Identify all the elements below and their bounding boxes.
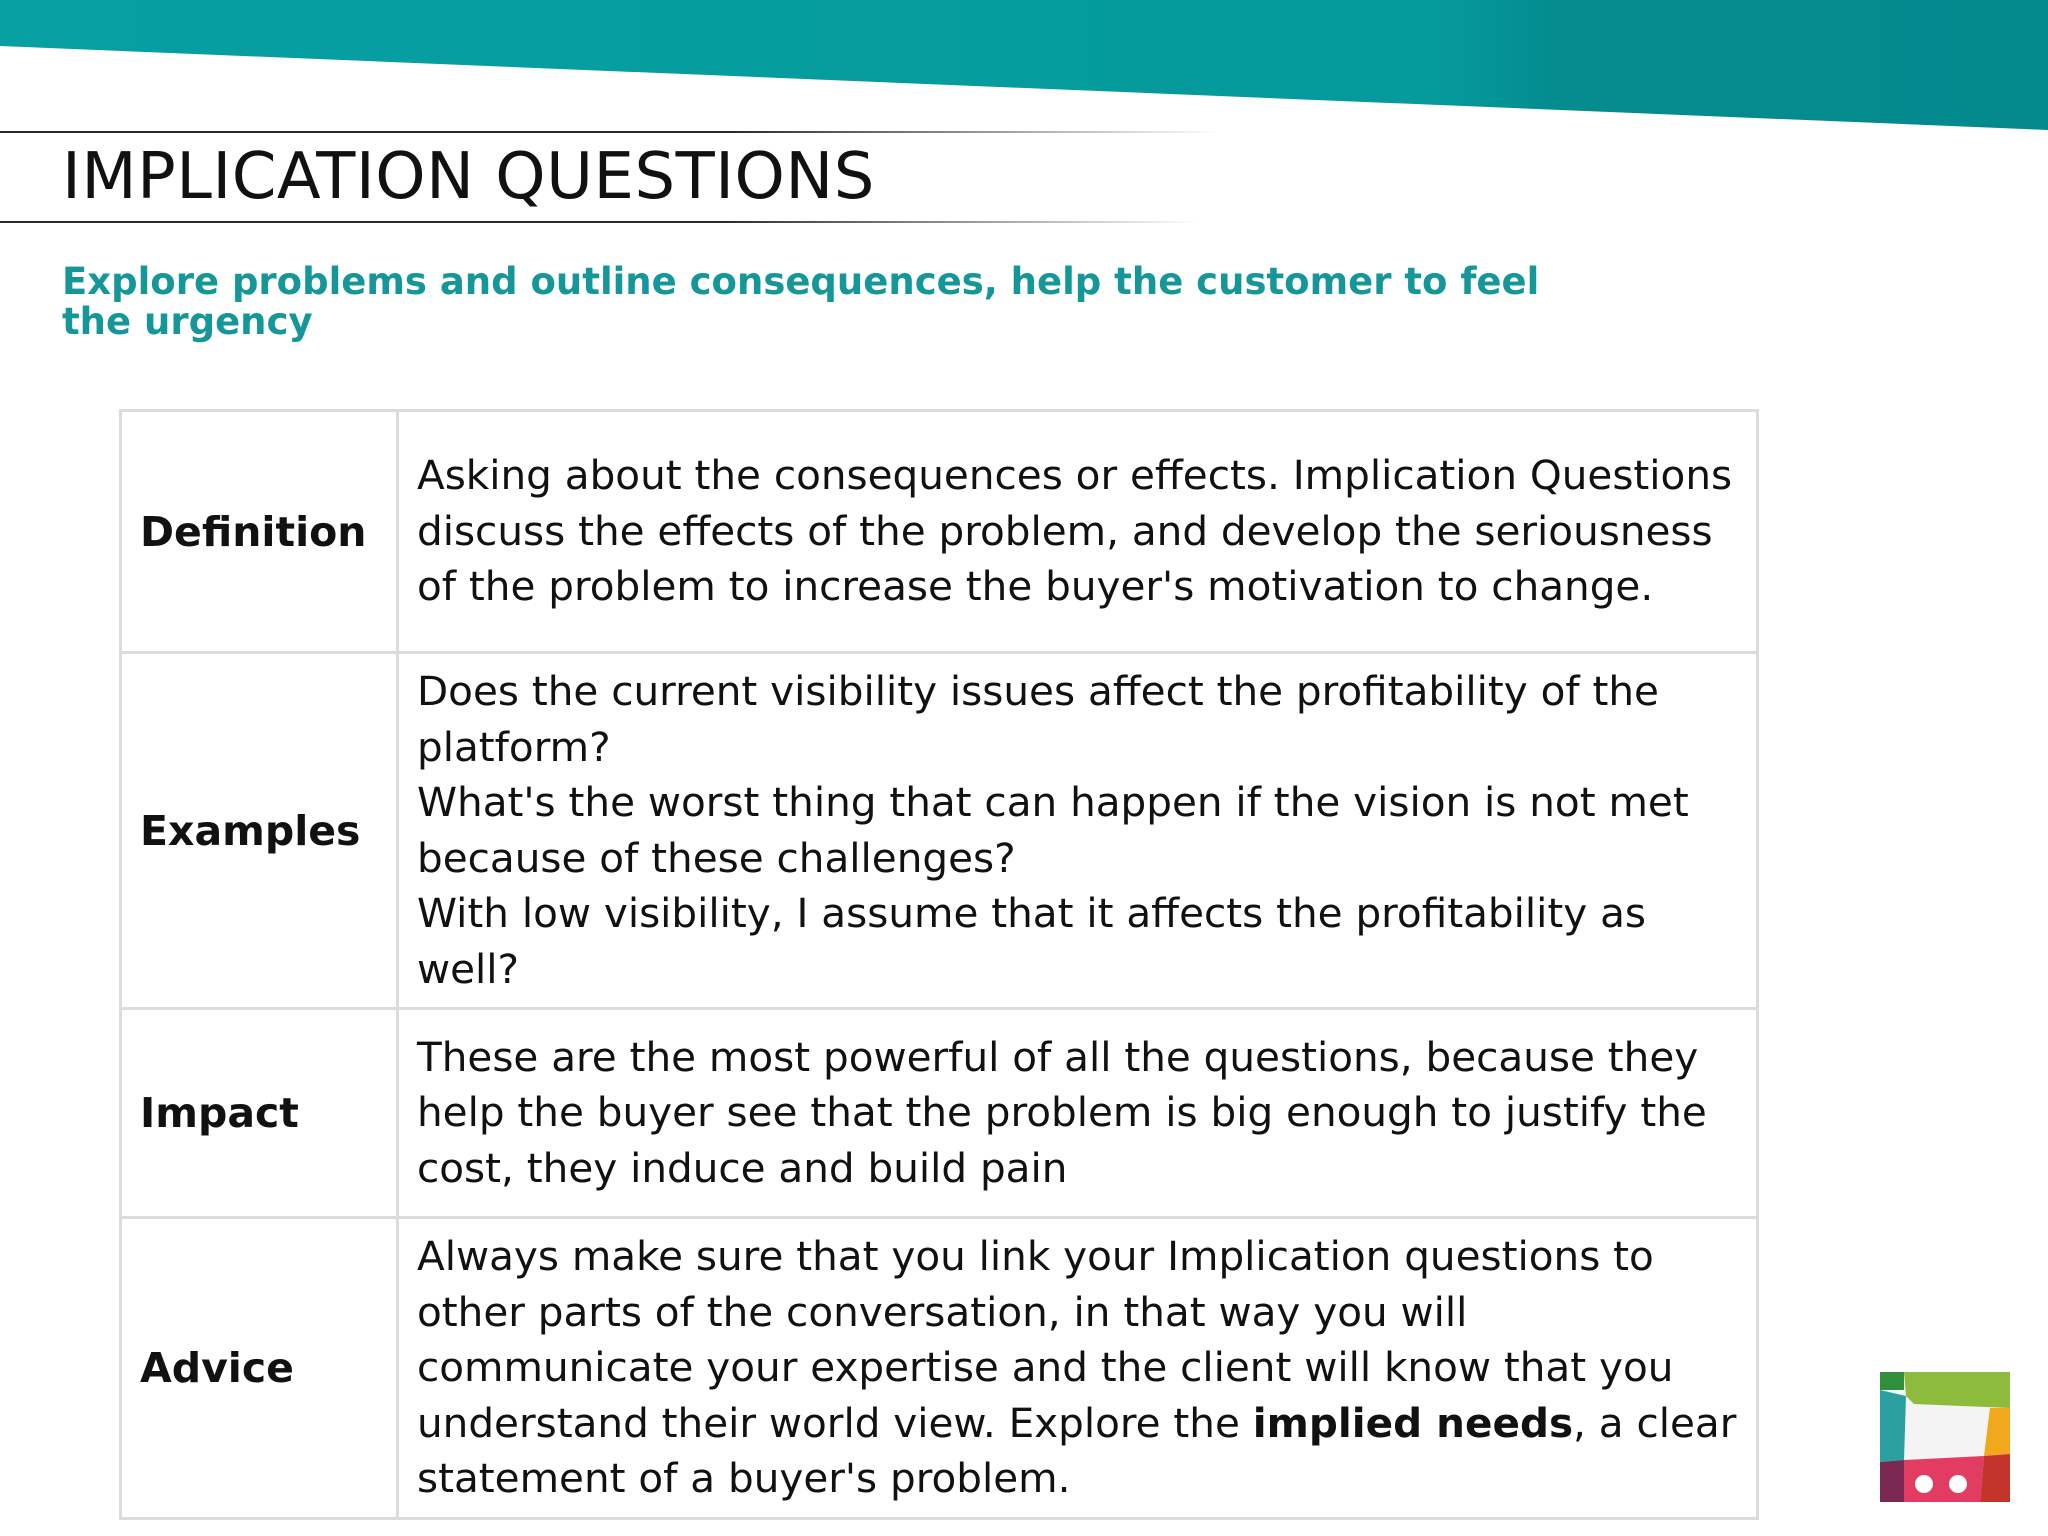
brand-logo-icon <box>1880 1372 2010 1502</box>
advice-text: Always make sure that you link your Implication questions to other parts of the conversation, in that way you will communicate your expertise and the client will know that you understand their world view. Explore the <box>417 1232 1674 1447</box>
content-line: What's the worst thing that can happen if the vision is not met because of these challenges? <box>417 778 1689 882</box>
content-line: Does the current visibility issues affect the profitability of the platform? <box>417 667 1659 771</box>
row-content <box>398 1009 1758 1218</box>
info-table <box>119 409 1759 1520</box>
content-line: With low visibility, I assume that it affects the profitability as well? <box>417 889 1647 993</box>
row-content <box>398 411 1758 653</box>
content-line: Asking about the consequences or effects. Implication Questions discuss the effects of the problem, and develop the seriousness of the problem to increase the buyer's motivation to change. <box>417 451 1733 611</box>
advice-bold-term: implied needs <box>1252 1398 1574 1447</box>
page-subtitle: Explore problems and outline consequences, help the customer to feel the urgency <box>62 260 1540 343</box>
content-line: These are the most powerful of all the questions, because they help the buyer see that the problem is big enough to justify the cost, they induce and build pain <box>417 1032 1707 1192</box>
page-title: IMPLICATION QUESTIONS <box>62 140 875 214</box>
advice-text-end: , a clear statement of a buyer's problem. <box>417 1398 1737 1502</box>
table-row-advice <box>121 1218 1758 1519</box>
header-banner <box>0 0 2048 140</box>
title-rule-top <box>0 131 1220 133</box>
table-row-definition <box>121 411 1758 653</box>
title-rule-bottom <box>0 221 1200 223</box>
row-label: Definition <box>121 411 398 653</box>
row-label: Examples <box>121 653 398 1009</box>
row-label: Impact <box>121 1009 398 1218</box>
row-label: Advice <box>121 1218 398 1519</box>
row-content <box>398 653 1758 1009</box>
table-row-examples <box>121 653 1758 1009</box>
table-row-impact <box>121 1009 1758 1218</box>
row-content <box>398 1218 1758 1519</box>
